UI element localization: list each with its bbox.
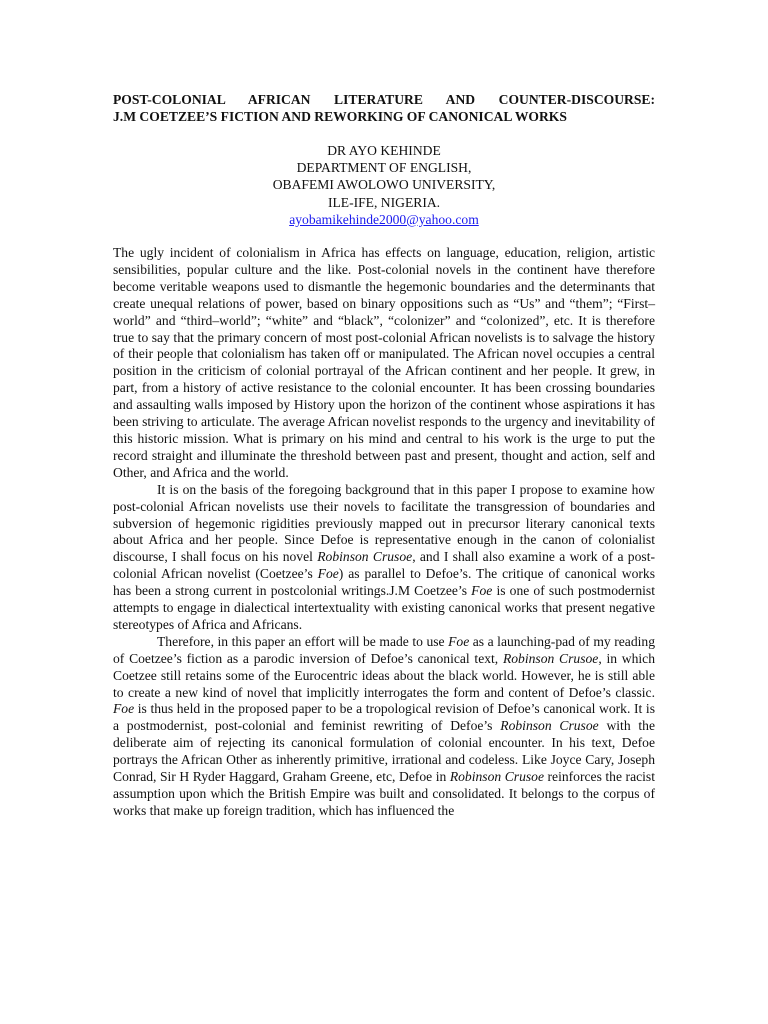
paragraph-3-text-5: with the deliberate aim of rejecting its canonical formulation of colonial encounter. In his text, Defoe portrays the African Other as inherently primitive, irrational and codeless. Like Joyce Cary, Joseph Conrad, Sir H Ryder Haggard, Graham Greene, etc, Defoe in xyxy=(113,718,655,785)
paragraph-3-italic-5: Robinson Crusoe xyxy=(449,769,544,785)
paragraph-3-italic-1: Foe xyxy=(448,633,470,649)
paragraph-3-text-4: is thus held in the proposed paper to be a tropological revision of Defoe’s canonical work. It is a postmodernist, post-colonial and feminist rewriting of Defoe’s xyxy=(113,701,655,734)
paragraph-1: The ugly incident of colonialism in Africa has effects on language, education, religion, artistic sensibilities, popular culture and the like. Post-colonial novels in the continent have therefore become veritable weapons used to dismantle the hegemonic boundaries and the determinants that create unequal relations of power, based on binary oppositions such as “Us” and “them”; “First–world” and “third–world”; “white” and “black”, “colonizer” and “colonized”, etc. It is therefore true to say that the primary concern of most post-colonial African novelists is to salvage the history of their people that colonialism has taken off or manipulated. The African novel occupies a central position in the criticism of colonial portrayal of the African continent and her people. It grew, in part, from a history of active resistance to the colonial encounter. It has been crossing boundaries and assaulting walls imposed by History upon the horizon of the continent whose aspirations it has been striving to articulate. The average African novelist responds to the urgency and inevitability of this historic mission. What is primary on his mind and central to his work is the urge to put the record straight and illuminate the threshold between past and present, thought and action, self and Other, and Africa and the world. xyxy=(113,245,655,480)
paragraph-3-italic-2: Robinson Crusoe xyxy=(502,650,599,666)
author-location: ILE-IFE, NIGERIA. xyxy=(327,194,441,210)
body-text xyxy=(113,245,655,820)
document-page xyxy=(113,91,655,820)
paragraph-2 xyxy=(113,482,655,634)
paragraph-2-italic-2: Foe xyxy=(317,566,339,582)
author-name: DR AYO KEHINDE xyxy=(327,143,441,158)
author-block xyxy=(113,142,655,228)
paragraph-2-italic-3: Foe xyxy=(471,583,493,599)
paragraph-3 xyxy=(113,634,655,820)
author-email-link[interactable]: ayobamikehinde2000@yahoo.com xyxy=(289,211,479,227)
paper-title xyxy=(113,91,655,125)
paragraph-3-text-1: Therefore, in this paper an effort will be made to use xyxy=(157,633,449,649)
title-line-1: POST-COLONIAL AFRICAN LITERATURE AND COUNTER-DISCOURSE: xyxy=(113,92,655,107)
paragraph-2-text-1: It is on the basis of the foregoing background that in this paper I propose to examine how post-colonial African novelists use their novels to facilitate the transgression of boundaries and subversion of hegemonic rigidities previously mapped out in precursor literary canonical texts about Africa and her people. Since Defoe is representative enough in the canon of colonialist discourse, I shall focus on his novel xyxy=(113,481,655,565)
paragraph-3-italic-3: Foe xyxy=(113,701,135,717)
paragraph-2-italic-1: Robinson Crusoe xyxy=(317,549,413,565)
paragraph-2-text-2: , and I shall also examine a work of a post-colonial African novelist (Coetzee’s xyxy=(113,549,655,582)
title-line-2: J.M COETZEE’S FICTION AND REWORKING OF CANONICAL WORKS xyxy=(113,109,567,124)
paragraph-2-text-4: is one of such postmodernist attempts to engage in dialectical intertextuality with existing canonical works that present negative stereotypes of Africa and Africans. xyxy=(113,583,655,632)
paragraph-3-italic-4: Robinson Crusoe xyxy=(500,718,599,734)
paragraph-3-text-3: , in which Coetzee still retains some of the Eurocentric ideas about the black world. However, he is still able to create a new kind of novel that implicitly interrogates the form and content of Defoe’s classic. xyxy=(113,650,655,700)
paragraph-2-text-3: ) as parallel to Defoe’s. The critique of canonical works has been a strong current in postcolonial writings.J.M Coetzee’s xyxy=(113,566,655,599)
paragraph-3-text-2: as a launching-pad of my reading of Coetzee’s fiction as a parodic inversion of Defoe’s canonical text, xyxy=(113,633,655,666)
paragraph-3-text-6: reinforces the racist assumption upon which the British Empire was built and consolidated. It belongs to the corpus of works that make up foreign tradition, which has influenced the xyxy=(113,769,655,818)
author-department: DEPARTMENT OF ENGLISH, xyxy=(296,160,472,176)
author-university: OBAFEMI AWOLOWO UNIVERSITY, xyxy=(272,177,496,193)
